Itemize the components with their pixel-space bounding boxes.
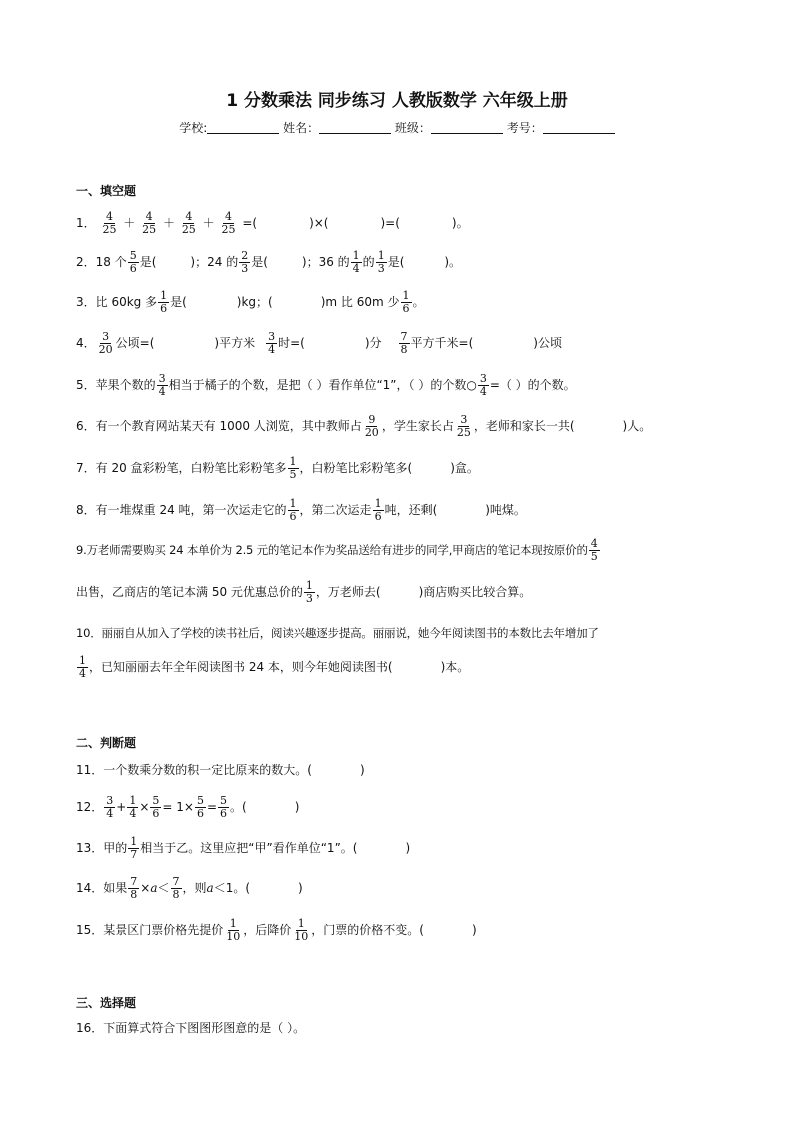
school-blank[interactable] — [207, 121, 279, 134]
class-label: 班级： — [394, 121, 431, 135]
fraction: $\frac{5}{6}$ — [196, 794, 204, 820]
fraction: $\frac{4}{25}$ — [102, 210, 117, 236]
fraction: $\frac{1}{6}$ — [402, 289, 410, 315]
fraction: $\frac{7}{8}$ — [400, 330, 408, 356]
class-blank[interactable] — [431, 121, 503, 134]
fraction: $\frac{4}{25}$ — [181, 210, 196, 236]
fraction: $\frac{1}{5}$ — [289, 455, 297, 481]
fraction: $\frac{1}{3}$ — [305, 579, 313, 605]
section-heading-judge: 二、判断题 — [76, 736, 137, 750]
question-11: 11．一个数乘分数的积一定比原来的数大。( ) — [76, 763, 365, 777]
name-label: 姓名： — [283, 121, 320, 135]
question-3: 3．比 60kg 多 $\frac{1}{6}$ 是( )kg；( )m 比 60m 少 $\frac{1}{6}$ 。 — [76, 289, 425, 315]
fraction: $\frac{7}{8}$ — [130, 875, 138, 901]
question-15: 15．某景区门票价格先提价 $\frac{1}{10}$ ，后降价 $\frac{1}{10}$ ，门票的价格不变。( ) — [76, 917, 477, 943]
question-4: 4． $\frac{3}{20}$ 公顷=( )平方米 $\frac{3}{4}$ 时=( )分 $\frac{7}{8}$ 平方千米=( )公顷 — [76, 330, 562, 356]
question-6: 6．有一个教育网站某天有 1000 人浏览，其中教师占 $\frac{9}{20}$ ，学生家长占 $\frac{3}{25}$ ，老师和家长一共( )人。 — [76, 413, 652, 439]
fraction: $\frac{3}{4}$ — [158, 372, 166, 398]
fraction: $\frac{5}{6}$ — [129, 249, 137, 275]
fraction: $\frac{7}{8}$ — [172, 875, 180, 901]
fraction: $\frac{3}{4}$ — [479, 372, 487, 398]
school-label: 学校: — [179, 121, 208, 135]
question-12: 12． $\frac{3}{4}$ + $\frac{1}{4}$ × $\frac{5}{6}$ = 1× $\frac{5}{6}$ = $\frac{5}{6}$ 。( ) — [76, 794, 300, 820]
fraction: $\frac{1}{7}$ — [130, 835, 138, 861]
fraction: $\frac{1}{6}$ — [160, 289, 168, 315]
fraction: $\frac{4}{5}$ — [590, 537, 598, 563]
question-10-cont: $\frac{1}{4}$ ，已知丽丽去年全年阅读图书 24 本，则今年她阅读图书( )本。 — [79, 654, 470, 680]
fraction: $\frac{1}{10}$ — [294, 917, 309, 943]
fraction: $\frac{2}{3}$ — [241, 249, 249, 275]
fraction: $\frac{1}{6}$ — [289, 497, 297, 523]
question-9: 9.万老师需要购买 24 本单价为 2.5 元的笔记本作为奖品送给有进步的同学,甲商店的笔记本现按原价的 $\frac{4}{5}$ — [76, 537, 598, 563]
question-1: 1． $\frac{4}{25}$ ＋ $\frac{4}{25}$ ＋ $\frac{4}{25}$ ＋ $\frac{4}{25}$ =( )×( )=( )。 — [76, 210, 469, 236]
fraction: $\frac{9}{20}$ — [364, 413, 379, 439]
fraction: $\frac{1}{4}$ — [79, 654, 86, 680]
exam-blank[interactable] — [543, 121, 615, 134]
question-7: 7．有 20 盒彩粉笔，白粉笔比彩粉笔多 $\frac{1}{5}$ ，白粉笔比彩粉笔多( )盒。 — [76, 455, 479, 481]
fraction: $\frac{1}{10}$ — [226, 917, 241, 943]
fraction: $\frac{1}{6}$ — [374, 497, 382, 523]
fraction: $\frac{3}{25}$ — [456, 413, 471, 439]
fraction: $\frac{1}{4}$ — [129, 794, 137, 820]
question-16: 16．下面算式符合下图图形图意的是（ ）。 — [76, 1021, 306, 1035]
fraction: $\frac{3}{20}$ — [98, 330, 113, 356]
fraction: $\frac{5}{6}$ — [220, 794, 228, 820]
fraction: $\frac{3}{4}$ — [106, 794, 114, 820]
exam-label: 考号： — [506, 121, 543, 135]
section-heading-fill: 一、填空题 — [76, 184, 137, 198]
question-2: 2．18 个 $\frac{5}{6}$ 是( )；24 的 $\frac{2}{3}$ 是( )；36 的 $\frac{1}{4}$ 的 $\frac{1}{3}$ 是( )。 — [76, 249, 462, 275]
fraction: $\frac{1}{4}$ — [352, 249, 360, 275]
section-heading-choice: 三、选择题 — [76, 996, 137, 1010]
fraction: $\frac{4}{25}$ — [221, 210, 236, 236]
question-13: 13．甲的 $\frac{1}{7}$ 相当于乙。这里应把“甲”看作单位“1”。( ) — [76, 835, 411, 861]
question-10: 10．丽丽自从加入了学校的读书社后，阅读兴趣逐步提高。丽丽说，她今年阅读图书的本数比去年增加了 — [76, 626, 599, 640]
fraction: $\frac{3}{4}$ — [268, 330, 276, 356]
fraction: $\frac{4}{25}$ — [142, 210, 157, 236]
question-14: 14．如果 $\frac{7}{8}$ ×a＜ $\frac{7}{8}$ ，则a＜1。( ) — [76, 875, 303, 901]
fraction: $\frac{1}{3}$ — [377, 249, 385, 275]
name-blank[interactable] — [319, 121, 391, 134]
question-9-cont: 出售，乙商店的笔记本满 50 元优惠总价的 $\frac{1}{3}$ ，万老师去( )商店购买比较合算。 — [76, 579, 532, 605]
question-5: 5．苹果个数的 $\frac{3}{4}$ 相当于橘子的个数，是把（ ）看作单位“1”，（ ）的个数○ $\frac{3}{4}$ =（ ）的个数。 — [76, 372, 576, 398]
page-title: 1 分数乘法 同步练习 人教版数学 六年级上册 — [226, 91, 568, 111]
student-info-row — [0, 119, 794, 136]
fraction: $\frac{5}{6}$ — [152, 794, 160, 820]
question-8: 8．有一堆煤重 24 吨，第一次运走它的 $\frac{1}{6}$ ，第二次运走 $\frac{1}{6}$ 吨，还剩( )吨煤。 — [76, 497, 526, 523]
